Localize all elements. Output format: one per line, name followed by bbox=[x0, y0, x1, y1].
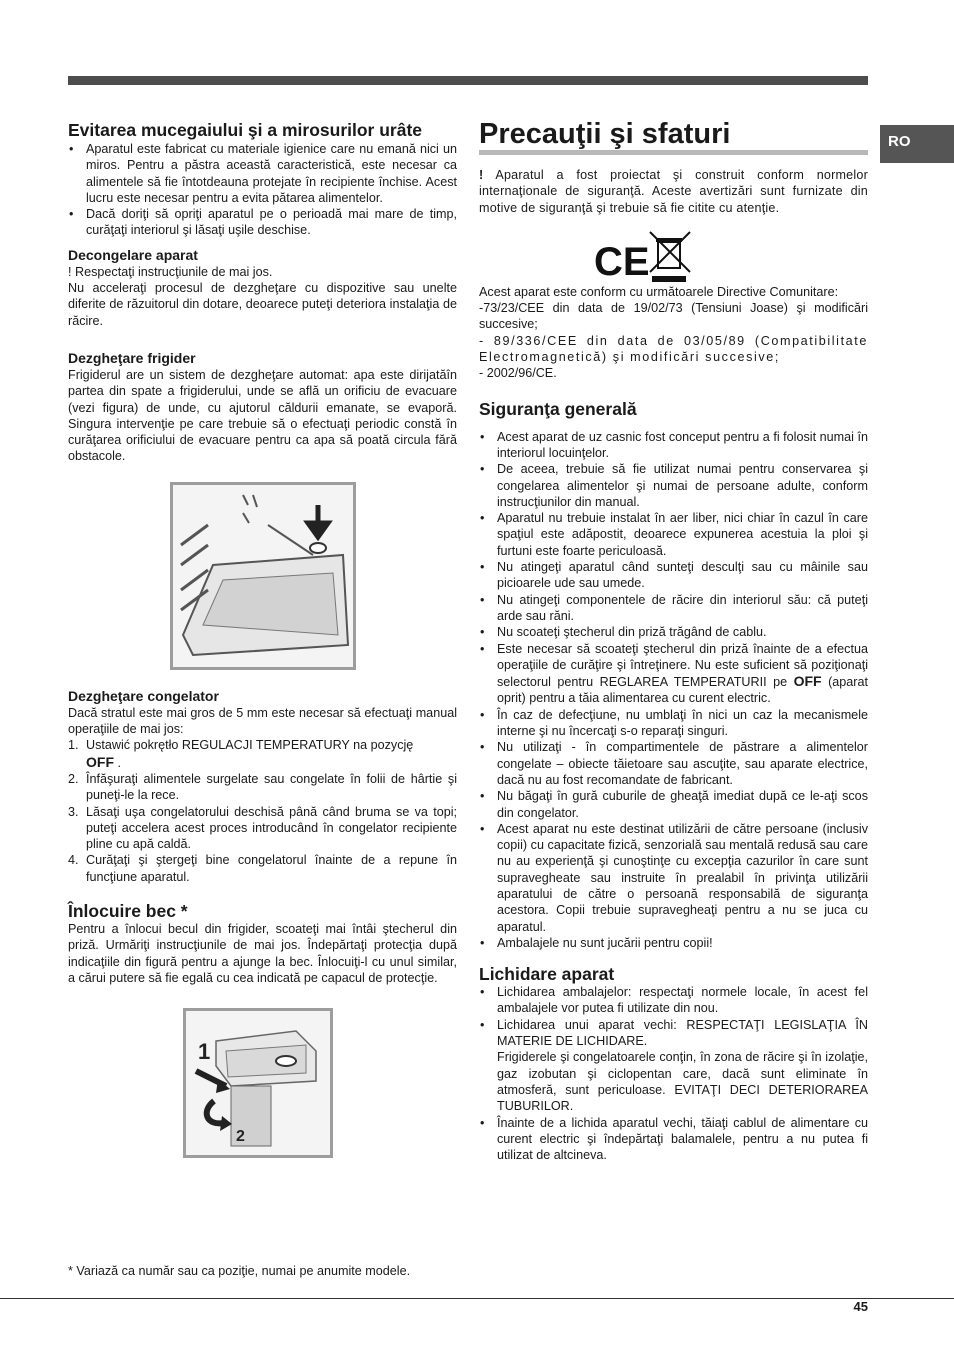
section-title-fridge-defrost: Dezgheţare frigider bbox=[68, 349, 196, 366]
step-label-1: 1 bbox=[198, 1039, 211, 1065]
list-item: • Lichidarea ambalajelor: respectaţi normele locale, în acest fel ambalajele vor putea fi utilizate din nou. bbox=[479, 984, 868, 1017]
bulb-cover-illustration bbox=[186, 1011, 330, 1155]
page-title: Precauţii şi sfaturi bbox=[479, 118, 731, 150]
list-item: • Acest aparat nu este destinat utilizării de către persoane (inclusiv copii) cu capacitate fizică, senzorială sau mentală redusă sau care nu au experienţă şi cunoştinţe cu excepţia cazurilor în care sunt supravegheate sau instruite în prealabil în privinţa utilizării aparatului de către o persoană responsabilă de siguranţa acestora. Copii trebuie supravegheaţi pentru a nu se juca cu aparatul. bbox=[479, 821, 868, 935]
list-item: • Nu scoateţi ştecherul din priză trăgând de cablu. bbox=[479, 624, 868, 640]
section-title-disposal: Lichidare aparat bbox=[479, 964, 615, 985]
safety-list bbox=[479, 429, 868, 952]
list-item: • În caz de defecţiune, nu umblaţi în nici un caz la mecanismele interne şi nu încercaţi s-o reparaţi singuri. bbox=[479, 707, 868, 740]
language-tab: RO bbox=[880, 125, 954, 163]
paragraph: ! Respectaţi instrucţiunile de mai jos. bbox=[68, 264, 273, 279]
step-number: 2. bbox=[68, 771, 79, 786]
footnote: * Variază ca număr sau ca poziţie, numai pe anumite modele. bbox=[68, 1264, 411, 1278]
compliance-marks bbox=[594, 230, 714, 284]
list-item: • Nu băgaţi în gură cuburile de gheaţă imediat după ce le-aţi scos din congelator. bbox=[479, 788, 868, 821]
section-title-freezer-defrost: Dezgheţare congelator bbox=[68, 687, 219, 704]
mold-list bbox=[68, 141, 457, 239]
step-text: Înfăşuraţi alimentele surgelate sau congelate în folii de hârtie şi puneţi-le la rece. bbox=[86, 771, 457, 803]
step-text: Ustawić pokrętło REGULACJI TEMPERATURY na pozycję bbox=[86, 738, 414, 753]
step-text: Curăţaţi şi ştergeţi bine congelatorul înainte de a repune în funcţiune aparatul. bbox=[86, 853, 457, 884]
step-tail: . bbox=[117, 755, 121, 770]
ce-mark: CE bbox=[594, 239, 650, 284]
paragraph: Nu acceleraţi procesul de dezgheţare cu dispozitive sau unelte diferite de răzuitorul din dotare, deoarece puteţi deteriora instalaţia de răcire. bbox=[68, 281, 457, 328]
directive-line: - 89/336/CEE din data de 03/05/89 (Compatibilitate Electromagnetică) şi modificări succesive; bbox=[479, 333, 868, 365]
left-column bbox=[68, 120, 457, 1158]
directive-line: -73/23/CEE din data de 19/02/73 (Tensiuni Joase) şi modificări succesive; bbox=[479, 301, 868, 332]
list-item bbox=[479, 1017, 868, 1115]
list-item: • De aceea, trebuie să fie utilizat numai pentru conservarea şi congelarea alimentelor şi numai de persoane adulte, conform instrucţiunilor din manual. bbox=[479, 461, 868, 510]
fridge-drain-illustration bbox=[173, 485, 353, 667]
step-number: 1. bbox=[68, 738, 79, 753]
intro-text: Aparatul a fost proiectat şi construit conform normelor internaţionale de siguranţă. Aceste avertizări sunt furnizate din motive de siguranţă şi trebuie să fie citite cu atenţie. bbox=[479, 168, 868, 215]
section-title-safety: Siguranţa generală bbox=[479, 398, 637, 419]
list-item: • Nu utilizaţi - în compartimentele de păstrare a alimentelor congelate – obiecte tăietoare sau ascuţite, sau aparate electrice, dacă nu au fost recomandate de fabricant. bbox=[479, 739, 868, 788]
ce-weee-marks bbox=[594, 230, 704, 284]
page-number: 45 bbox=[853, 1299, 868, 1314]
paragraph bbox=[68, 705, 457, 738]
item-text: (aparat oprit) pentru a tăia alimentarea cu curent electric. bbox=[497, 675, 868, 706]
step-number: 4. bbox=[68, 853, 79, 868]
top-bar bbox=[68, 76, 868, 85]
freezer-steps bbox=[68, 737, 457, 885]
title-rule bbox=[479, 118, 868, 155]
list-item bbox=[68, 804, 457, 853]
freezer-intro: Dacă stratul este mai gros de 5 mm este necesar să efectuaţi manual operaţiile de mai jos: bbox=[68, 705, 457, 737]
directive-line: - 2002/96/CE. bbox=[479, 366, 557, 381]
section-title-defrost: Decongelare aparat bbox=[68, 246, 198, 263]
list-item: • Aparatul este fabricat cu materiale igienice care nu emană nici un miros. Pentru a păstra această caracteristică, este necesar ca alimentele să fie întotdeauna protejate în recipiente închise. Acest lucru este necesar pentru a evita pătarea alimentelor. bbox=[68, 141, 457, 206]
intro-paragraph bbox=[479, 167, 868, 216]
item-text: • Lichidarea unui aparat vechi: RESPECTAŢI LEGISLAŢIA ÎN MATERIE DE LICHIDARE. bbox=[497, 1017, 868, 1049]
warning-mark: ! bbox=[479, 168, 484, 182]
step-label-2: 2 bbox=[236, 1128, 245, 1146]
section-title-mold: Evitarea mucegaiului şi a mirosurilor urâte bbox=[68, 120, 423, 140]
list-item: • Ambalajele nu sunt jucării pentru copii! bbox=[479, 935, 868, 951]
directives-block bbox=[479, 284, 868, 382]
off-label: OFF bbox=[86, 753, 114, 770]
list-item: • Acest aparat de uz casnic fost conceput pentru a fi folosit numai în interiorul locuinţelor. bbox=[479, 429, 868, 462]
item-text: Frigiderele şi congelatoarele conţin, în zona de răcire şi în izolaţie, gaz izobutan şi ciclopentan care, dacă sunt eliminate în atmosferă, sunt periculoase. EVITAŢI DECI DETERIORAREA TUBURILOR. bbox=[497, 1050, 868, 1114]
bottom-rule bbox=[0, 1298, 954, 1299]
disposal-list bbox=[479, 984, 868, 1163]
off-label: OFF bbox=[793, 673, 822, 690]
list-item: • Dacă doriţi să opriţi aparatul pe o perioadă mai mare de timp, curăţaţi interiorul şi lăsaţi uşile deschise. bbox=[68, 206, 457, 239]
list-item: • Înainte de a lichida aparatul vechi, tăiaţi cablul de alimentare cu curent electric şi îndepărtaţi balamalele, pentru a nu putea fi utilizat de altcineva. bbox=[479, 1115, 868, 1164]
list-item bbox=[68, 737, 457, 771]
paragraph: Frigiderul are un sistem de dezgheţare automat: apa este dirijatăîn partea din spate a frigiderului, unde se află un orificiu de evacuare (vezi figura) de unde, cu ajutorul căldurii emanate, se evaporă. Singura intervenţie pe care trebuie să o efectuaţi periodic constă în curăţarea orificiului de evacuare pentru ca apa să poată circula fără obstacole. bbox=[68, 367, 457, 464]
list-item: • Nu atingeţi aparatul când sunteţi desculţi sau cu mâinile sau picioarele ude sau umede. bbox=[479, 559, 868, 592]
step-text: Lăsaţi uşa congelatorului deschisă până când bruma se va topi; puteţi accelera acest proces introducând în congelator recipiente pline cu apă caldă. bbox=[86, 804, 457, 852]
right-column bbox=[479, 118, 868, 1163]
section-title-bulb: Înlocuire bec * bbox=[68, 901, 188, 922]
list-item bbox=[68, 852, 457, 885]
list-item bbox=[68, 771, 457, 804]
directive-line: Acest aparat este conform cu următoarele Directive Comunitare: bbox=[479, 284, 839, 299]
weee-bin-icon bbox=[650, 232, 690, 282]
paragraph: Pentru a înlocui becul din frigider, scoateţi mai întâi ştecherul din priză. Urmăriţi instrucţiunile de mai jos. Îndepărtaţi protecţia după indicaţiile din figură pentru a ajunge la bec. Înlocuiţi-l cu unul similar, a cărui putere să fie egală cu cea indicată pe capacul de protecţie. bbox=[68, 922, 457, 985]
list-item: • Aparatul nu trebuie instalat în aer liber, nici chiar în cazul în care spaţiul este adăpostit, deoarece expunerea acestuia la ploi şi furtuni este foarte periculoasă. bbox=[479, 510, 868, 559]
list-item: • Nu atingeţi componentele de răcire din interiorul său: că puteţi arde sau răni. bbox=[479, 592, 868, 625]
figure-bulb-cover bbox=[183, 1008, 333, 1158]
item-text: Este necesar să scoateţi ştecherul din priză înainte de a efectua operaţiile de curăţire şi întreţinere. Nu este suficient să poziţionaţi selectorul pentru REGLAREA TEMPERATURII pe bbox=[497, 641, 868, 690]
list-item bbox=[479, 641, 868, 707]
step-number: 3. bbox=[68, 804, 79, 819]
figure-drain-hole bbox=[170, 482, 356, 670]
